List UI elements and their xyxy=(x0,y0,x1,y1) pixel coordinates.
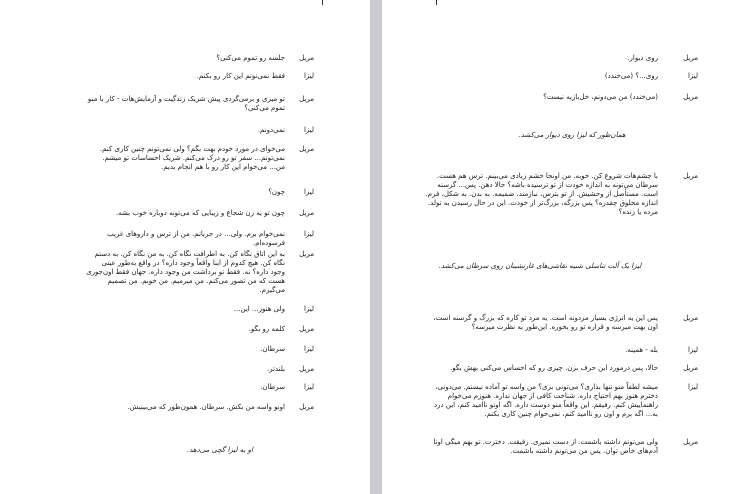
page-tab-mark xyxy=(436,0,437,5)
speaker-name: مریل xyxy=(299,95,314,103)
dialogue-text: پس این یه انرژی بسیار مردونه است. یه مرد تو کاره که بزرگ و گرسنه است، اون بهت میرسه و قراره تو رو بخوره. این‌طور به نظرت میرسه؟ xyxy=(433,314,658,331)
speaker-name: مریل xyxy=(683,172,698,180)
speaker-name: مریل xyxy=(683,314,698,322)
dialogue-text: میشه لطفاً منو تنها بذاری؟ می‌تونی بری؟ من واسه تو آماده نیستم. می‌دونی، دخترم هنوز بهم احتیاج داره. شناخت کافی از جهان نداره. هنوزم می‌خوام راهنماییش کنم. رفیقم. این واقعاً منو دوست داره. اگه اونو ناامید کنم، این درد به... اگه برم و اون رو ناامید کنم، نمی‌خوام چنین کاری بکنم. xyxy=(434,383,658,418)
dialogue-text: جلسه رو تموم می‌کنی؟ xyxy=(216,54,285,62)
dialogue-text: فقط نمی‌تونم این کار رو بکنم. xyxy=(196,72,285,80)
dialogue-text: با چشم‌هات شروع کن. خوبه. من اونجا خشم زیادی می‌بینم. ترس هم هست. سرطان می‌تونه به اندازه خودت از تو ترسیده باشه؟ حالا دهن. پس... گرسنه است. مستأصل از وحشیش. از تو بترس، نبازمند، ضمیمه. به بدن. به شکل، فرم. اندازه مخلوق چقدره؟ پس بزرگه، بزرگ‌تر از خودت. این در حال رسیدن به تولد. مرده یا زنده؟ xyxy=(425,172,658,216)
speaker-name: مریل xyxy=(683,54,698,62)
speaker-name: مریل xyxy=(299,145,314,153)
right-page xyxy=(382,0,756,494)
speaker-name: مریل xyxy=(683,93,698,101)
dialogue-text: بلندتر. xyxy=(266,365,285,373)
dialogue-text: روی...؟ (می‌خندد) xyxy=(604,72,658,80)
speaker-name: مریل xyxy=(299,209,314,217)
speaker-name: لیزا xyxy=(303,230,314,238)
dialogue-text: می‌خوای در مورد خودم بهت بگم؟ ولی نمی‌تونم چنین کاری کنم. نمی‌تونم... سفر تو رو درک می‌کنم. شریک احساسات تو میشم. من... می‌خوام این کار رو با هم انجام بدیم. xyxy=(99,145,285,171)
speaker-name: لیزا xyxy=(303,383,314,391)
speaker-name: لیزا xyxy=(687,346,698,354)
speaker-name: لیزا xyxy=(303,126,314,134)
left-page xyxy=(0,0,370,494)
dialogue-text: سرطان. xyxy=(260,345,285,353)
stage-direction: لیزا یک آلت تناسلی شبیه نقاشی‌های غارنشینان روی سرطان می‌کشد. xyxy=(438,262,642,270)
dialogue-text: (می‌خندد) من می‌دونم، خل‌بازیه نیست؟ xyxy=(543,93,658,101)
dialogue-text: نمی‌خوام برم. ولی... در جریانم. من از ترس و داروهای غریب فرسوده‌ام. xyxy=(107,230,285,247)
dialogue-text: نمی‌دونم. xyxy=(257,126,285,134)
speaker-name: مریل xyxy=(683,364,698,372)
speaker-name: لیزا xyxy=(303,188,314,196)
speaker-name: لیزا xyxy=(303,305,314,313)
page-tab-mark xyxy=(322,0,323,5)
dialogue-text: چون تو یه زن شجاع و زیبایی که می‌تونه دوباره خوب بشه. xyxy=(115,209,285,217)
speaker-name: مریل xyxy=(299,403,314,411)
dialogue-text: ولی هنوز... این... xyxy=(233,305,285,313)
speaker-name: مریل xyxy=(299,365,314,373)
dialogue-text: حالا، پس درمورد این حرف بزن. چیزی رو که احساس می‌کنی بهش بگو. xyxy=(450,364,658,372)
speaker-name: مریل xyxy=(299,250,314,258)
dialogue-text: بله - همینه. xyxy=(625,346,658,354)
speaker-name: مریل xyxy=(299,54,314,62)
dialogue-text: ولی می‌تونم داشته باشمت. از دست نمیری. رفیقت. دخترت. تو بهم میگی اونا آدم‌های خاص توان. پس من می‌تونم داشته باشمت. xyxy=(433,438,658,455)
stage-direction: او به لیزا گچی می‌دهد. xyxy=(187,446,253,454)
dialogue-text: سرطان. xyxy=(260,383,285,391)
speaker-name: لیزا xyxy=(303,345,314,353)
page-gutter xyxy=(370,0,382,494)
speaker-name: لیزا xyxy=(687,72,698,80)
dialogue-text: کلمه رو بگو. xyxy=(248,325,285,333)
speaker-name: مریل xyxy=(299,325,314,333)
speaker-name: لیزا xyxy=(303,72,314,80)
dialogue-text: چون؟ xyxy=(268,188,285,196)
dialogue-text: به این اتاق نگاه کن. به اطرافت نگاه کن. به من نگاه کن. به دستم نگاه کن. هیچ کدوم از اینا واقعاً وجود داره؟ در واقع به‌طور عینی وجود داره؟ نه. فقط تو برداشت من وجود داره. جهان فقط اون‌جوری هست که من تصور می‌کنم. من میرمیم. من خوبم. من تصمیم می‌گیرم. xyxy=(86,250,285,294)
speaker-name: مریل xyxy=(683,438,698,446)
dialogue-text: تو میری و برمی‌گردی پیش شریک زندگیت و آزمایش‌هات - کار با منو تموم می‌کنی؟ xyxy=(87,95,285,112)
speaker-name: لیزا xyxy=(687,383,698,391)
dialogue-text: روی دیوار. xyxy=(627,54,658,62)
dialogue-text: اونو واسه من بکش. سرطان. همون‌طور که می‌بینیش. xyxy=(127,403,285,411)
stage-direction: همان‌طور که لیزا روی دیوار می‌کشد. xyxy=(518,131,626,139)
